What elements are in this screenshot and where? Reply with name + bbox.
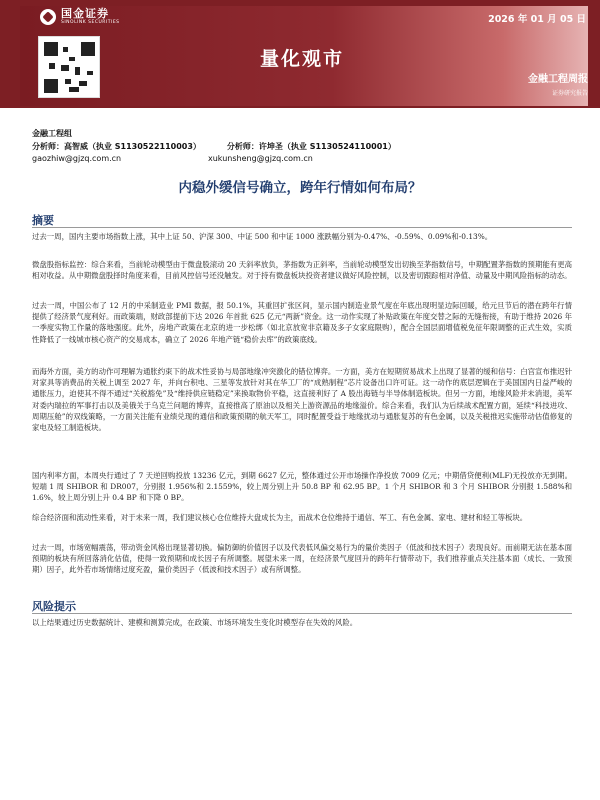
logo-english-name: SINOLINK SECURITIES (61, 20, 120, 25)
analyst-1-email[interactable]: gaozhiw@gjzq.com.cn (32, 154, 122, 163)
report-title: 量化观市 (260, 48, 345, 70)
summary-heading: 摘要 (32, 214, 54, 227)
risk-heading: 风险提示 (32, 600, 76, 613)
company-logo (40, 8, 120, 26)
author-block (32, 128, 572, 163)
summary-divider (32, 227, 572, 228)
summary-paragraph-4: 而海外方面，美方的动作可理解为通胀约束下的战术性妥协与局部地缘冲突激化的错位博弈。一方面，美方在短期贸易战术上出现了显著的缓和信号：白宫宣布推迟针对家具等消费品的关税上调至 2027 年，并向台积电、三星等发放针对其在华工厂的“成熟制程”芯片设备出口许可证。这一动作的底层逻辑在于美国国内日益严峻的通胀压力，迫使其不得不通过“关税豁免”及“维持供应链稳定”来换取物价平稳，这直接利好了 A 股出海链与半导体制造板块。但另一方面，地缘风险并未消退，美军对委内瑞拉的军事打击以及美俄关于乌克兰问题的博弈，直接推高了原油以及相关上游资源品的地缘溢价。综合来看，我们认为后续战术配置方面，延续“科技进攻、周期压舱”的双线策略，一方面关注能有业绩兑现的通信和政策预期的航天军工，同时配置受益于地缘扰动与通胀复苏的有色金属，以及关税推迟实施带动估值修复的家电及轻工制造板块。 (32, 367, 572, 433)
summary-paragraph-6: 综合经济面和流动性来看，对于未来一周，我们建议核心仓位维持大盘成长为主，而战术仓位维持于通信、军工、有色金属、家电、建材和轻工等板块。 (32, 513, 528, 522)
report-type: 证券研究报告 (551, 90, 588, 97)
report-date: 2026 年 01 月 05 日 (488, 14, 586, 25)
risk-divider (32, 613, 572, 614)
summary-paragraph-3: 过去一周，中国公布了 12 月的中采制造业 PMI 数据，报 50.1%，其重回扩张区间，显示国内制造业景气度在年底出现明显边际回暖，给元旦节后的潜在跨年行情提供了经济景气度利好。而政策端，财政部提前下达 2026 年首批 625 亿元“两新”资金。这一动作实现了补贴政策在年度交替之际的无缝衔接，有助于维持 2026 年一季度实物工作量的落地强度。此外，房地产政策在北京的进一步松绑（如北京放宽非京籍及多子女家庭限购），配合全国层面增值税免征年限调整的正式生效，实质性降低了一线城市核心资产的交易成本，确立了 2026 年地产链“稳价去库”的政策底线。 (32, 301, 572, 344)
research-group: 金融工程组 (32, 129, 72, 138)
analyst-2-email[interactable]: xukunsheng@gjzq.com.cn (208, 154, 313, 163)
logo-mark-icon (40, 9, 56, 25)
analyst-2: 分析师：许坤圣（执业 S1130524110001） (226, 142, 396, 151)
qr-code-icon (38, 36, 100, 98)
logo-chinese-name: 国金证券 (61, 7, 109, 20)
document-title: 内稳外缓信号确立，跨年行情如何布局？ (178, 180, 422, 196)
summary-paragraph-5: 国内利率方面，本周央行通过了 7 天逆回购投放 13236 亿元，到期 6627 亿元，整体通过公开市场操作净投放 7009 亿元；中期借贷便利(MLF)无投放亦无到期。短端 1 周 SHIBOR 和 DR007，分别报 1.956%和 2.1559%，较上周分别上升 50.8 BP 和 62.95 BP。1 个月 SHIBOR 和 3 个月 SHIBOR 分别报 1.588%和 1.6%，较上周分别上升 0.4 BP 和下降 0 BP。 (32, 471, 572, 503)
summary-paragraph-7: 过去一周，市场宽幅震荡，带动资金风格出现显著切换。偏防御的价值因子以及代表低风偏交易行为的量价类因子（低波和技术因子）表现良好。而前期无法在基本面预期的板块有所回落消化估值，使得一致预期和成长因子有所调整。展望未来一周，在经济景气度回升的跨年行情带动下，我们推荐重点关注基本面（成长、一致预期）因子，此外若市场情绪过度充盈，量价类因子（低波和技术因子）或有所调整。 (32, 543, 572, 575)
summary-paragraph-2: 微盘股指标监控：综合来看，当前轮动模型由于微盘股滚动 20 天斜率放负，茅指数为正斜率，当前轮动模型发出切换至茅指数信号，中期配置茅指数的预期能有更高相对收益。从中期微盘股择时角度来看，目前风控信号还没触发。对于持有微盘板块投资者建议做好风险控制，以及密切跟踪相对净值、动量及中期风险指标的动态。 (32, 260, 572, 281)
report-header (0, 0, 600, 108)
report-series: 金融工程周报 (528, 74, 588, 85)
summary-paragraph-1: 过去一周，国内主要市场指数上涨，其中上证 50、沪深 300、中证 500 和中证 1000 涨跌幅分别为-0.47%、-0.59%、0.09%和-0.13%。 (32, 232, 493, 241)
analyst-1: 分析师：高智威（执业 S1130522110003） (32, 142, 201, 151)
risk-paragraph: 以上结果通过历史数据统计、建模和测算完成，在政策、市场环境发生变化时模型存在失效的风险。 (32, 618, 358, 627)
